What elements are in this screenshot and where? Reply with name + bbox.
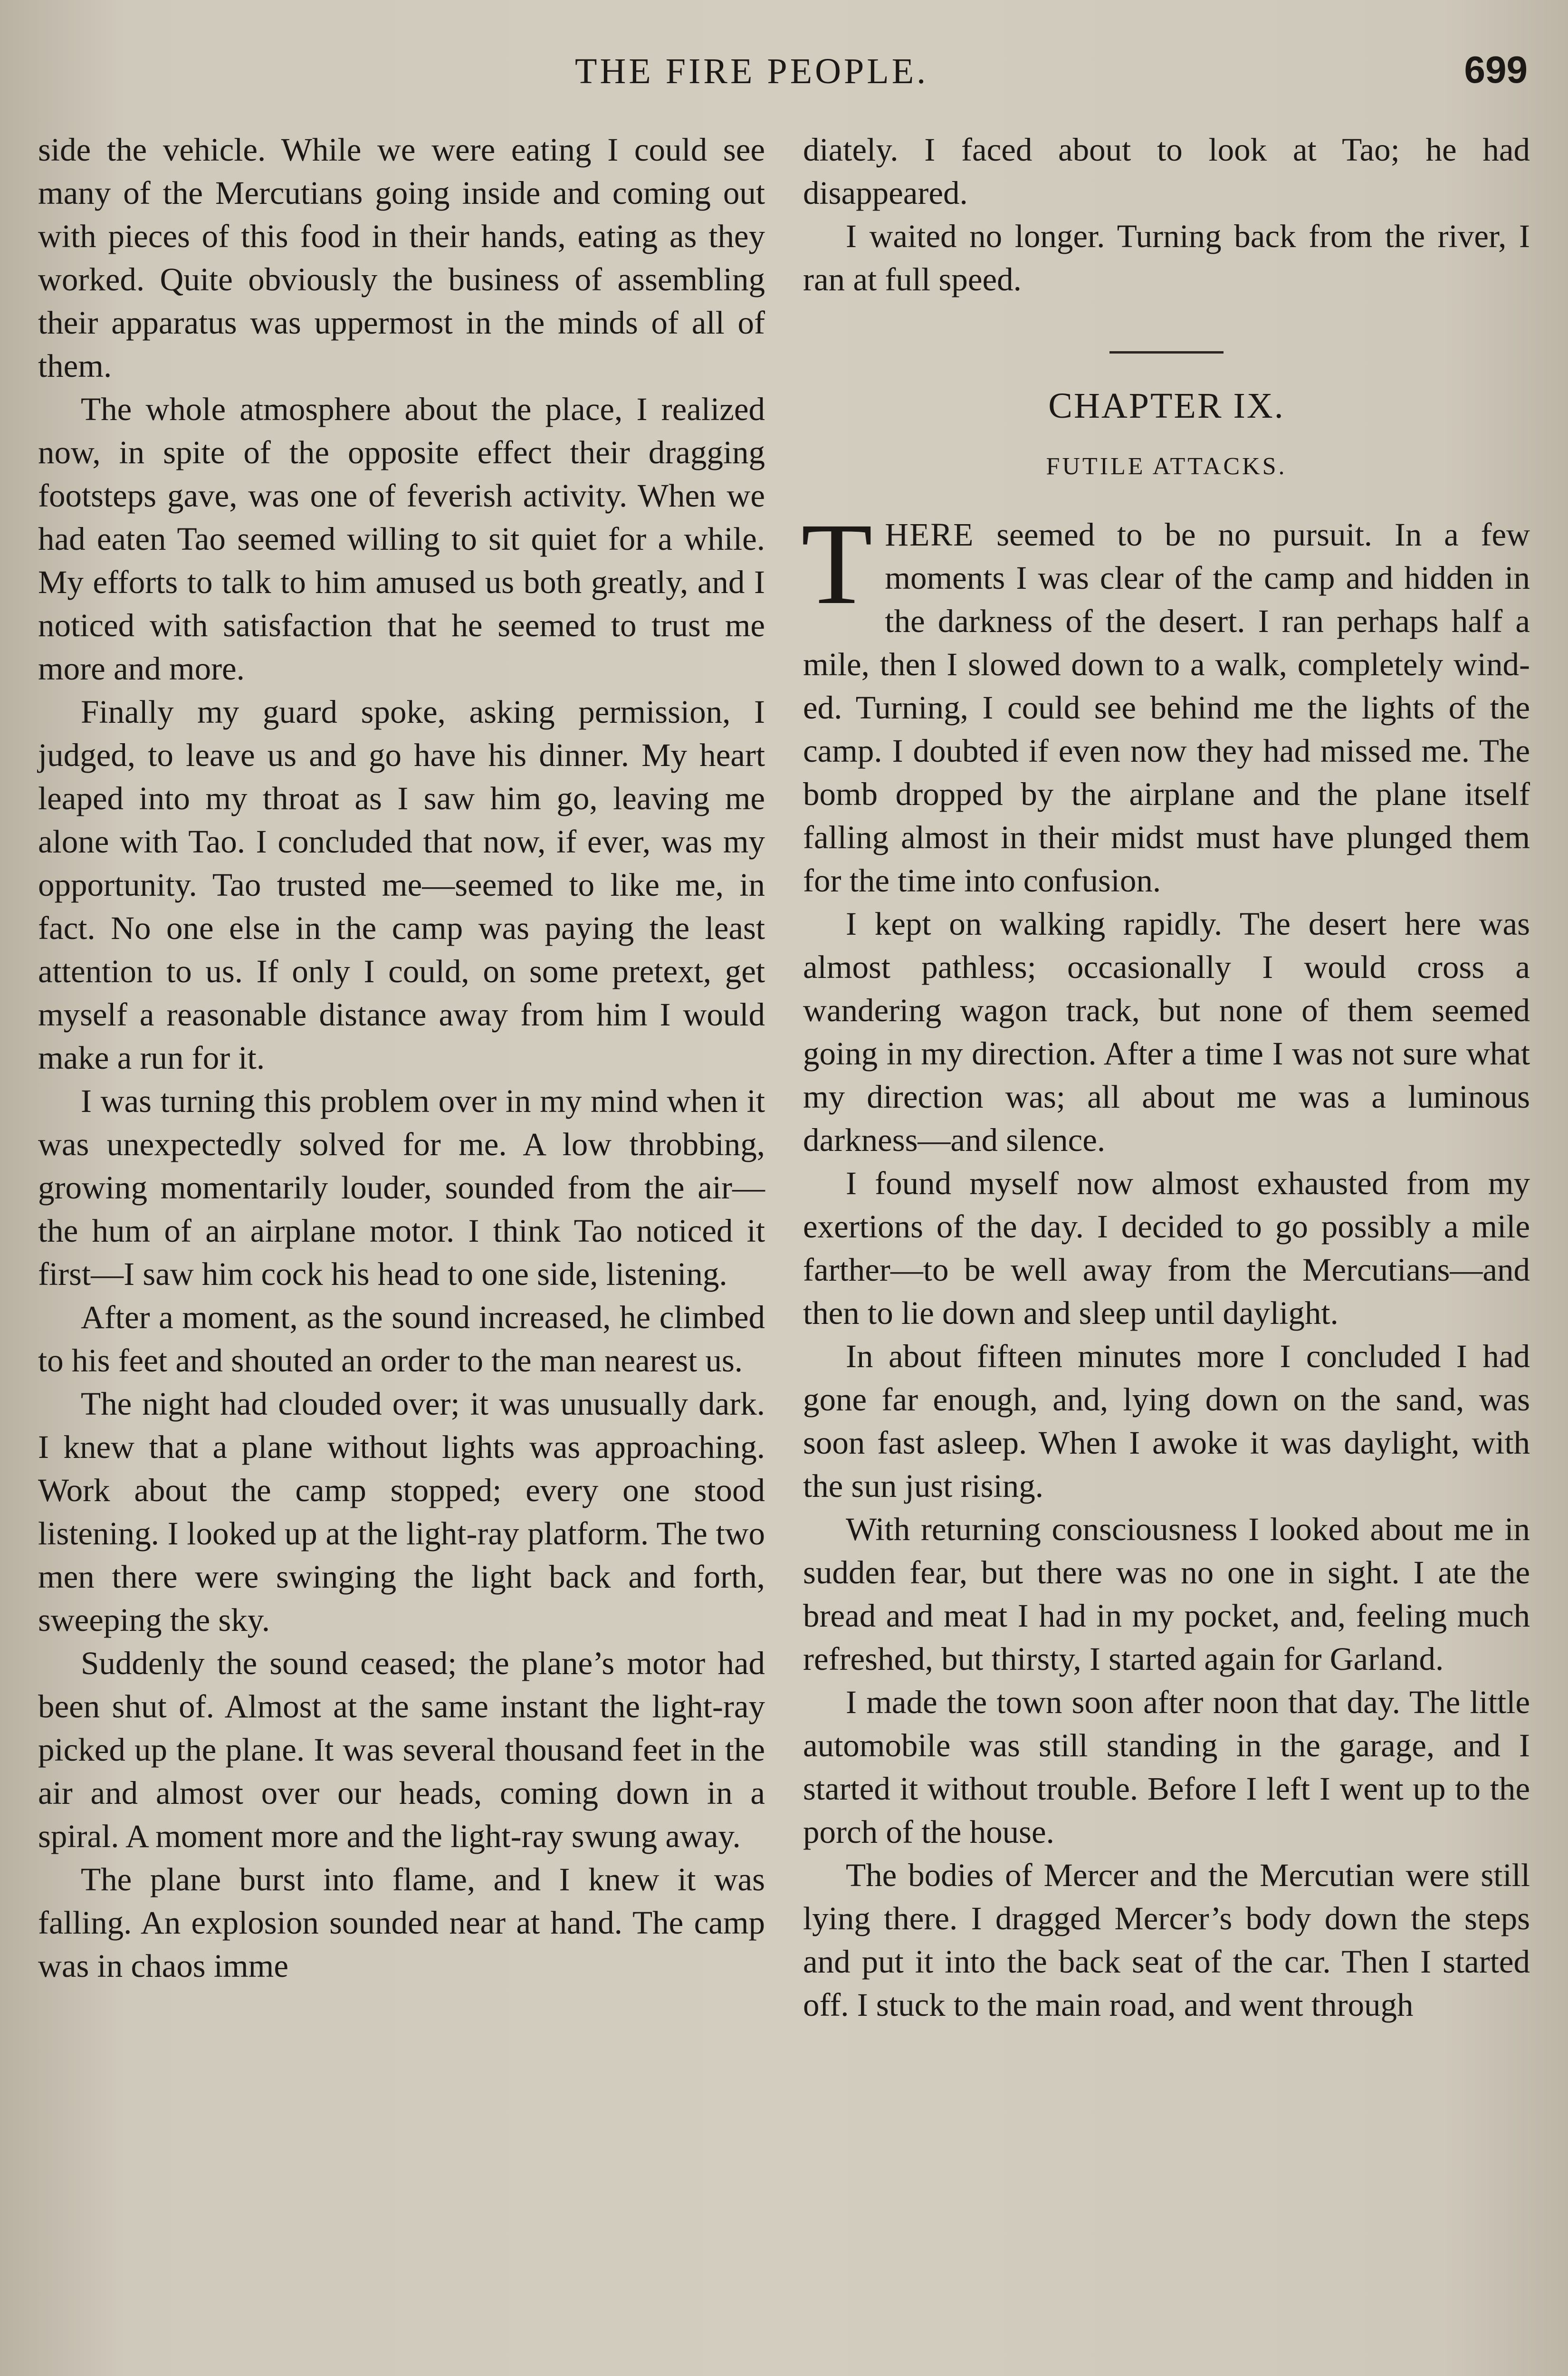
section-rule <box>1109 351 1224 354</box>
paragraph: Suddenly the sound ceased; the plane’s motor had been shut of. Almost at the same instant the light-ray picked up the plane. It was several thousand feet in the air and almost over our heads, coming down in a spiral. A moment more and the light-ray swung away. <box>38 1645 765 1854</box>
paragraph: I kept on walking rapidly. The desert here was almost pathless; occasionally I would cross a wandering wagon track, but none of them seemed going in my direction. After a time I was not sure what my direction was; all about me was a luminous darkness—and silence. <box>803 906 1530 1158</box>
paragraph: In about fifteen minutes more I concluded I had gone far enough, and, lying down on the sand, was soon fast asleep. When I awoke it was daylight, with the sun just rising. <box>803 1338 1530 1504</box>
opening-paragraph <box>801 499 1530 902</box>
paragraph: I made the town soon after noon that day. The little automobile was still standing in the garage, and I started it without trouble. Before I left I went up to the porch of the house. <box>803 1684 1530 1850</box>
paragraph: I found myself now almost exhausted from my exertions of the day. I decided to go possibly a mile farther—to be well away from the Mercutians—and then to lie down and sleep until daylight. <box>803 1165 1530 1331</box>
paragraph: side the vehicle. While we were eating I could see many of the Mercutians going inside and coming out with pieces of this food in their hands, eating as they worked. Quite obviously the business of assembling their apparatus was uppermost in the minds of all of them. <box>38 132 765 384</box>
opening-smallcaps: HERE <box>885 517 975 553</box>
paragraph: With returning consciousness I looked about me in sudden fear, but there was no one in sight. I ate the bread and meat I had in my pocket, and, feeling much refreshed, but thirsty, I started again for Garland. <box>803 1511 1530 1677</box>
drop-cap: T <box>801 499 873 629</box>
running-title: THE FIRE PEOPLE. <box>575 51 929 91</box>
paragraph: The whole atmosphere about the place, I realized now, in spite of the opposite effect their dragging footsteps gave, was one of feverish activity. When we had eaten Tao seemed willing to sit quiet for a while. My efforts to talk to him amused us both greatly, and I noticed with satisfaction that he seemed to trust me more and more. <box>38 391 765 687</box>
chapter-title: CHAPTER IX. <box>1048 386 1285 426</box>
page-number: 699 <box>1464 48 1528 91</box>
paragraph: After a moment, as the sound increased, he climbed to his feet and shouted an order to the man nearest us. <box>38 1299 765 1379</box>
paragraph: I waited no longer. Turning back from the river, I ran at full speed. <box>803 218 1530 297</box>
paragraph: I was turning this problem over in my mind when it was unexpectedly solved for me. A low throbbing, growing momentarily louder, sounded from the air—the hum of an airplane motor. I think Tao noticed it first—I saw him cock his head to one side, listening. <box>38 1083 765 1292</box>
right-column <box>803 128 1530 2027</box>
paragraph: diately. I faced about to look at Tao; he had disappeared. <box>803 132 1530 211</box>
opening-text: seemed to be no pursuit. In a few moments I was clear of the camp and hidden in the darkness of the desert. I ran perhaps half a mile, then I slowed down to a walk, completely winded. Turning, I could see behind me the lights of the camp. I doubted if even now they had missed me. The bomb dropped by the airplane and the plane itself falling almost in their midst must have plunged them for the time into confusion. <box>803 517 1530 899</box>
paragraph: The bodies of Mercer and the Mercutian were still lying there. I dragged Mercer’s body down the steps and put it into the back seat of the car. Then I started off. I stuck to the main road, and went through <box>803 1857 1530 2023</box>
chapter-subtitle: FUTILE ATTACKS. <box>1046 453 1287 480</box>
page-header <box>0 45 1568 102</box>
paragraph: The night had clouded over; it was unusually dark. I knew that a plane without lights was approaching. Work about the camp stopped; every one stood listening. I looked up at the light-ray platform. The two men there were swinging the light back and forth, sweeping the sky. <box>38 1386 765 1638</box>
left-column <box>38 128 765 1988</box>
paragraph: The plane burst into flame, and I knew it was falling. An explosion sounded near at hand. The camp was in chaos imme <box>38 1861 765 1984</box>
paragraph: Finally my guard spoke, asking permission, I judged, to leave us and go have his dinner. My heart leaped into my throat as I saw him go, leaving me alone with Tao. I concluded that now, if ever, was my opportunity. Tao trusted me—seemed to like me, in fact. No one else in the camp was paying the least attention to us. If only I could, on some pretext, get myself a reasonable distance away from him I would make a run for it. <box>38 694 765 1076</box>
